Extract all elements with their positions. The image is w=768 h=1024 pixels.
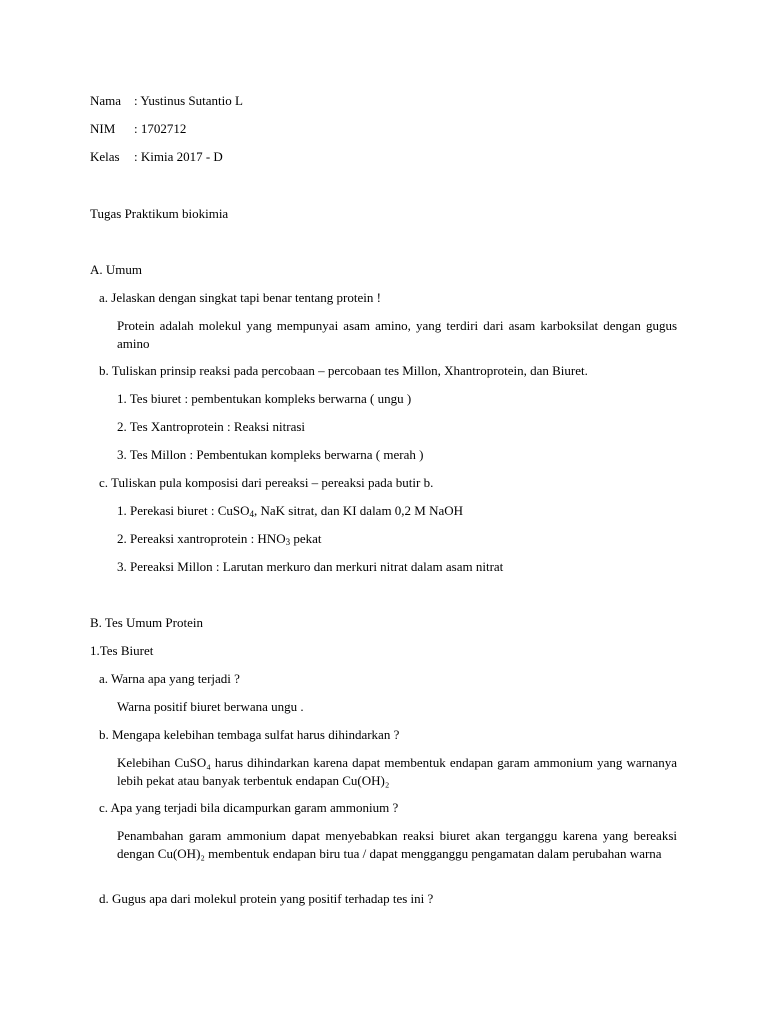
section-a-question-a: a. Jelaskan dengan singkat tapi benar tentang protein ! xyxy=(99,290,381,305)
section-a-c-item-2 xyxy=(117,531,322,547)
nim-value: : 1702712 xyxy=(134,121,187,136)
section-a-answer-a: Protein adalah molekul yang mempunyai asam amino, yang terdiri dari asam karboksilat dengan gugus amino xyxy=(117,318,677,351)
section-b-question-b: b. Mengapa kelebihan tembaga sulfat harus dihindarkan ? xyxy=(99,727,400,742)
kelas-value: : Kimia 2017 - D xyxy=(134,149,223,164)
section-b-answer-b: Kelebihan CuSO₄ harus dihindarkan karena dapat membentuk endapan garam ammonium yang warnanya lebih pekat atau banyak terbentuk endapan Cu(OH)₂ xyxy=(117,755,677,788)
document-title: Tugas Praktikum biokimia xyxy=(90,206,229,221)
section-a-b-item-3: 3. Tes Millon : Pembentukan kompleks berwarna ( merah ) xyxy=(117,447,424,462)
section-a-b-item-2: 2. Tes Xantroprotein : Reaksi nitrasi xyxy=(117,419,306,434)
section-b-subheading: 1.Tes Biuret xyxy=(90,643,154,658)
section-a-c-item-1 xyxy=(117,503,463,519)
section-a-b-item-1: 1. Tes biuret : pembentukan kompleks berwarna ( ungu ) xyxy=(117,391,412,406)
nama-value: : Yustinus Sutantio L xyxy=(134,93,243,108)
reagent-biuret-text: 1. Perekasi biuret : CuSO xyxy=(117,503,250,518)
nim-label: NIM xyxy=(90,121,116,136)
section-b-question-c: c. Apa yang terjadi bila dicampurkan garam ammonium ? xyxy=(99,800,399,815)
section-a-c-item-3: 3. Pereaksi Millon : Larutan merkuro dan merkuri nitrat dalam asam nitrat xyxy=(117,559,504,574)
nama-label: Nama xyxy=(90,93,122,108)
subscript: 3 xyxy=(285,537,291,547)
nim-row xyxy=(90,121,186,137)
subscript: 4 xyxy=(249,509,255,519)
reagent-xantro-text: 2. Pereaksi xantroprotein : HNO xyxy=(117,531,286,546)
section-b-heading: B. Tes Umum Protein xyxy=(90,615,203,630)
kelas-label: Kelas xyxy=(90,149,120,164)
section-b-question-d: d. Gugus apa dari molekul protein yang positif terhadap tes ini ? xyxy=(99,891,434,906)
section-a-question-b: b. Tuliskan prinsip reaksi pada percobaan – percobaan tes Millon, Xhantroprotein, dan Biuret. xyxy=(99,363,588,378)
reagent-xantro-text-rest: pekat xyxy=(290,531,322,546)
section-a-question-c: c. Tuliskan pula komposisi dari pereaksi – pereaksi pada butir b. xyxy=(99,475,434,490)
nama-row xyxy=(90,93,243,109)
kelas-row xyxy=(90,149,223,165)
section-b-answer-c: Penambahan garam ammonium dapat menyebabkan reaksi biuret akan terganggu karena yang bereaksi dengan Cu(OH)₂ membentuk endapan biru tua / dapat mengganggu pengamatan dalam perubahan warna xyxy=(117,828,677,861)
section-a-heading: A. Umum xyxy=(90,262,142,277)
section-b-question-a: a. Warna apa yang terjadi ? xyxy=(99,671,240,686)
reagent-biuret-text-rest: , NaK sitrat, dan KI dalam 0,2 M NaOH xyxy=(254,503,464,518)
section-b-answer-a: Warna positif biuret berwana ungu . xyxy=(117,699,304,714)
